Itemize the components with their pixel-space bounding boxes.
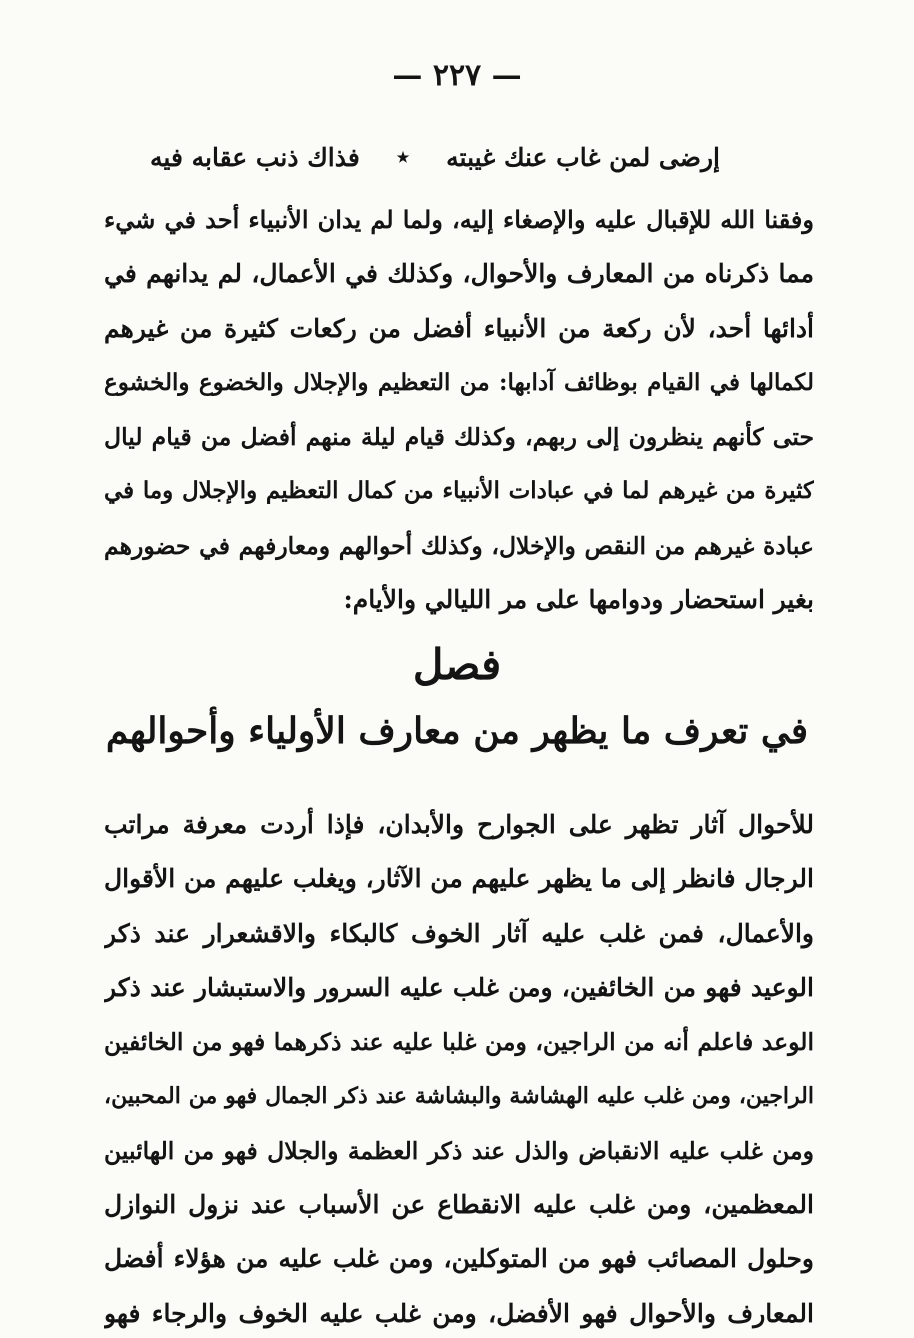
page-number: — ٢٢٧ — — [392, 58, 522, 93]
verse-hemistich-first: إرضى لمن غاب عنك غيبته — [446, 142, 720, 172]
text-line: أدائها أحد، لأن ركعة من الأنبياء أفضل من ركعات كثيرة من غيرهم — [104, 313, 814, 343]
text-line: الرجال فانظر إلى ما يظهر عليهم من الآثار، ويغلب عليهم من الأقوال — [104, 864, 814, 894]
text-line: المعارف والأحوال فهو الأفضل، ومن غلب عليه الخوف والرجاء فهو — [104, 1298, 814, 1328]
text-line: وفقنا الله للإقبال عليه والإصغاء إليه، ولما لم يدان الأنبياء أحد في شيء — [104, 205, 814, 234]
poetry-verse — [150, 136, 720, 178]
section-subheading: في تعرف ما يظهر من معارف الأولياء وأحوالهم — [105, 710, 809, 752]
paragraph-signs-of-states — [104, 798, 814, 1338]
text-line: مما ذكرناه من المعارف والأحوال، وكذلك في الأعمال، لم يدانهم في — [104, 259, 814, 289]
verse-separator: ٭ — [396, 144, 409, 170]
text-line: الوعد فاعلم أنه من الراجين، ومن غلبا عليه عند ذكرهما فهو من الخائفين — [104, 1028, 814, 1057]
text-line: وحلول المصائب فهو من المتوكلين، ومن غلب عليه من هؤلاء أفضل — [104, 1244, 814, 1274]
text-line: ومن غلب عليه الانقباض والذل عند ذكر العظمة والجلال فهو من الهائبين — [104, 1136, 814, 1165]
text-line: الراجين، ومن غلب عليه الهشاشة والبشاشة عند ذكر الجمال فهو من المحبين، — [104, 1083, 814, 1110]
text-line: عبادة غيرهم من النقص والإخلال، وكذلك أحوالهم ومعارفهم في حضورهم — [104, 531, 814, 560]
text-line: حتى كأنهم ينظرون إلى ربهم، وكذلك قيام ليلة منهم أفضل من قيام ليال — [104, 423, 814, 452]
paragraph-prophets-excellence — [104, 193, 814, 627]
text-line: الوعيد فهو من الخائفين، ومن غلب عليه السرور والاستبشار عند ذكر — [104, 972, 814, 1002]
text-line: كثيرة من غيرهم لما في عبادات الأنبياء من كمال التعظيم والإجلال وما في — [104, 477, 814, 505]
text-line: للأحوال آثار تظهر على الجوارح والأبدان، فإذا أردت معرفة مراتب — [104, 810, 814, 839]
section-heading: فصل — [412, 640, 502, 689]
verse-hemistich-second: فذاك ذنب عقابه فيه — [150, 142, 360, 172]
text-line: المعظمين، ومن غلب عليه الانقطاع عن الأسباب عند نزول النوازل — [104, 1190, 814, 1220]
text-line: بغير استحضار ودوامها على مر الليالي والأيام: — [343, 585, 814, 615]
text-line: لكمالها في القيام بوظائف آدابها: من التعظيم والإجلال والخضوع والخشوع — [104, 368, 814, 396]
text-line: والأعمال، فمن غلب عليه آثار الخوف كالبكاء والاقشعرار عند ذكر — [104, 918, 814, 948]
